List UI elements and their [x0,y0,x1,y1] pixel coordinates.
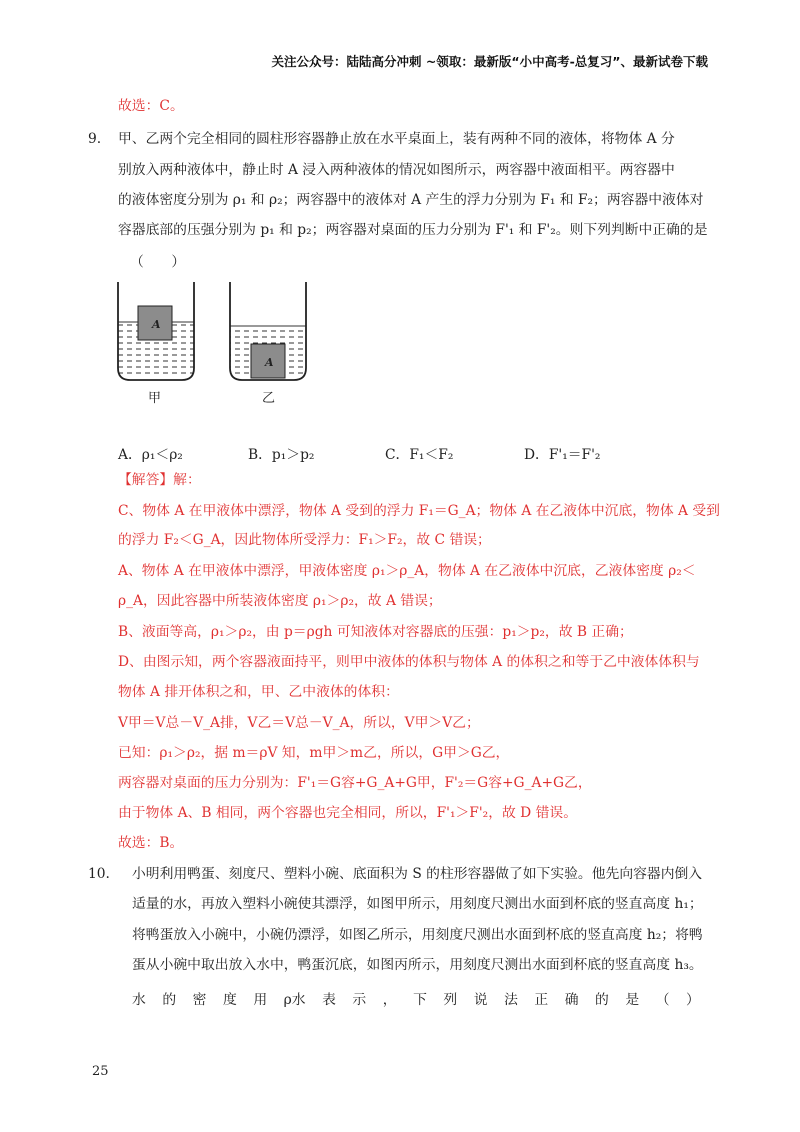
q10-line: 适量的水，再放入塑料小碗使其漂浮，如图甲所示，用刻度尺测出水面到杯底的竖直高度 h₁； [132,896,703,912]
word: 的 [162,992,177,1008]
solution-line: D、由图示知，两个容器液面持平，则甲中液体的体积与物体 A 的体积之和等于乙中液体体积与 [118,654,700,670]
container-yi [230,282,306,380]
q9-line: （ ） [130,254,186,270]
page-header: 关注公众号：陆陆高分冲刺 ~领取：最新版“小中高考-总复习”、最新试卷下载 [271,54,708,69]
solution-line: ρ_A，因此容器中所装液体密度 ρ₁＞ρ₂，故 A 错误； [118,593,442,609]
solution-line: A、物体 A 在甲液体中漂浮，甲液体密度 ρ₁＞ρ_A，物体 A 在乙液体中沉底，乙液体密度 ρ₂＜ [118,563,696,579]
solution-line: 的浮力 F₂＜G_A，因此物体所受浮力：F₁＞F₂，故 C 错误； [118,532,491,548]
word: 法 [504,992,518,1008]
q10-line: 蛋从小碗中取出放入水中，鸭蛋沉底，如图丙所示，用刻度尺测出水面到杯底的竖直高度 h₃。 [132,957,703,973]
solution-heading: 【解答】解： [118,472,201,488]
block-a-label-yi: A [265,356,274,369]
word: ） [686,992,700,1008]
word: 说 [473,992,488,1008]
word: 度 [222,992,237,1008]
container-jia [118,282,194,380]
q10-line: 小明利用鸭蛋、刻度尺、塑料小碗、底面积为 S 的柱形容器做了如下实验。他先向容器内倒入 [132,866,703,882]
word: 密 [192,992,207,1008]
word: 示 [352,992,367,1008]
q9-line: 容器底部的压强分别为 p₁ 和 p₂；两容器对桌面的压力分别为 F'₁ 和 F'₂。则下列判断中正确的是 [118,222,708,238]
solution-line: B、液面等高，ρ₁＞ρ₂，由 p＝ρgh 可知液体对容器底的压强：p₁＞p₂，故 B 正确； [118,624,633,640]
option-d: D．F'₁＝F'₂ [524,447,601,463]
caption-jia: 甲 [148,391,162,406]
word: 列 [443,992,458,1008]
block-a-label-jia: A [152,318,161,331]
page-number: 25 [92,1064,109,1079]
option-c: C．F₁＜F₂ [385,447,454,463]
word: 确 [564,992,579,1008]
question-9-number: 9. [88,131,102,147]
caption-yi: 乙 [262,391,276,406]
word: 是 [625,992,640,1008]
solution-line: 物体 A 排开体积之和，甲、乙中液体的体积： [118,684,399,700]
solution-line: 由于物体 A、B 相同，两个容器也完全相同，所以，F'₁＞F'₂，故 D 错误。 [118,805,578,821]
solution-line: C、物体 A 在甲液体中漂浮，物体 A 受到的浮力 F₁＝G_A；物体 A 在乙液体中沉底，物体 A 受到 [118,503,720,519]
prev-answer: 故选：C。 [118,98,184,114]
word: ρ水 [283,992,306,1008]
solution-line: 两容器对桌面的压力分别为：F'₁＝G容+G_A+G甲，F'₂＝G容+G_A+G乙， [118,775,592,791]
word: 表 [322,992,336,1008]
q9-line: 甲、乙两个完全相同的圆柱形容器静止放在水平桌面上，装有两种不同的液体，将物体 A 分 [118,131,675,147]
q10-last-line [132,988,700,1008]
q9-line: 的液体密度分别为 ρ₁ 和 ρ₂；两容器中的液体对 A 产生的浮力分别为 F₁ 和 F₂；两容器中液体对 [118,192,704,208]
word: 的 [595,992,609,1008]
solution-line: 已知：ρ₁＞ρ₂，据 m＝ρV 知，m甲＞m乙，所以，G甲＞G乙， [118,745,510,761]
word: ， [382,992,397,1008]
solution-line: V甲＝V总－V_A排，V乙＝V总－V_A，所以，V甲＞V乙； [118,715,480,731]
word: 下 [413,992,427,1008]
containers-diagram [108,280,308,410]
option-b: B．p₁＞p₂ [248,447,315,463]
option-a: A．ρ₁＜ρ₂ [118,447,183,463]
answer-line: 故选：B。 [118,835,184,851]
word: 用 [253,992,268,1008]
word: 正 [534,992,549,1008]
word: 水 [132,992,146,1008]
question-10-number: 10. [88,866,110,882]
word: （ [655,992,670,1008]
q10-line: 将鸭蛋放入小碗中，小碗仍漂浮，如图乙所示，用刻度尺测出水面到杯底的竖直高度 h₂；将鸭 [132,927,703,943]
q9-line: 别放入两种液体中，静止时 A 浸入两种液体的情况如图所示，两容器中液面相平。两容器中 [118,162,675,178]
